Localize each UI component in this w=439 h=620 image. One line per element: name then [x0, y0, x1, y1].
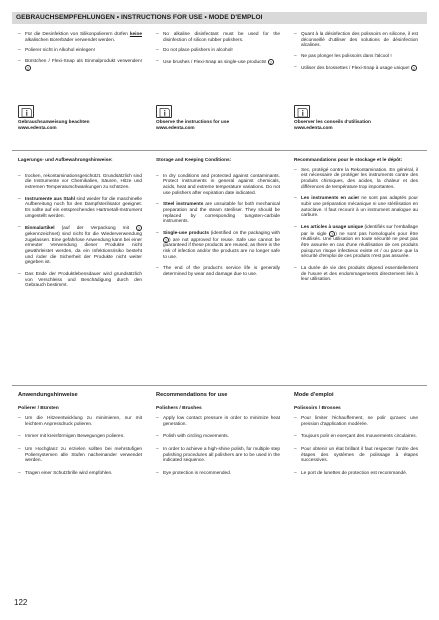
do-not-reuse-icon: 2	[138, 227, 140, 232]
top-notes-fr	[294, 32, 418, 71]
do-not-reuse-icon: 2	[331, 232, 334, 237]
item-text: Das Ende der Produktlebensdauer wird grundsätzlich von Verschleiss und Beschädigung durch den Gebrauch bestimmt.	[25, 271, 142, 289]
bullet-dash: –	[294, 416, 297, 421]
item-text: Utiliser des brossettes / Flexi-Snap à usage unique! 2	[301, 65, 415, 71]
page-header: GEBRAUCHSEMPFEHLUNGEN • INSTRUCTIONS FOR USE • MODE D'EMPLOI	[12, 12, 427, 24]
list-item	[18, 225, 142, 266]
item-text: Bürstchen / Flexi-Snap als Einmalprodukt verwenden! 2	[25, 58, 142, 71]
section-divider	[12, 150, 427, 151]
bullet-dash: –	[294, 265, 297, 271]
list-item	[18, 59, 142, 71]
bullet-dash: –	[18, 416, 21, 421]
use-de	[18, 392, 142, 477]
item-text: Für die Desinfektion von Silikonpolierern dürfen keine alkalischen Borerbäder verwendet werden.	[25, 32, 142, 43]
bullet-dash: –	[156, 266, 159, 272]
bullet-dash: –	[18, 196, 21, 202]
bullet-dash: –	[294, 224, 297, 230]
item-text: In order to achieve a high-shine polish, for multiple step polishing procedures all polishers are to be used in the indicated sequence.	[163, 446, 280, 464]
bullet-dash: –	[294, 434, 297, 440]
bullet-dash: –	[156, 173, 159, 179]
page-number: 122	[14, 598, 28, 607]
bold-text: Les articles à usage unique	[301, 224, 364, 230]
list-item	[294, 225, 418, 260]
list-item	[18, 174, 142, 191]
list-item	[294, 65, 418, 72]
bold-text: keine	[129, 32, 142, 37]
bullet-dash: –	[294, 32, 297, 37]
list-item	[294, 416, 418, 427]
storage-de	[18, 158, 142, 289]
list-item	[156, 434, 280, 440]
item-text: Einmalartikel (auf der Verpackung mit 2 gekennzeichnet) sind nicht für die Wiederverwendung zugelassen. Eine gefahrlose Anwendung kann bei einer erneuter Verwendung dieser Produkte nicht gewährleistet werden, da ein Infektionsrisiko besteht und /oder die Sicherheit der Produkte nicht weiter gegeben ist.	[25, 226, 142, 266]
list-item	[156, 266, 280, 277]
bullet-dash: –	[156, 416, 159, 421]
list-item	[294, 196, 418, 219]
list-item	[156, 174, 280, 197]
list-item	[18, 32, 142, 43]
storage-title: Recommandations pour le stockage et le dépôt:	[294, 158, 403, 163]
list-item	[18, 197, 142, 220]
use-title: Recommendations for use	[156, 392, 228, 398]
list-item	[294, 32, 418, 49]
list-item	[18, 434, 142, 440]
bullet-dash: –	[156, 58, 159, 64]
item-text: Eye protection is recommended.	[163, 470, 232, 476]
use-title: Mode d'emploi	[294, 392, 334, 398]
instructions-info-icon	[156, 105, 172, 118]
list-item	[18, 416, 142, 427]
list-item	[156, 231, 280, 260]
item-text: trocken, rekontaminationsgeschützt. Grundsätzlich sind die Instrumente vor Chemikalien, Säuren, Hitze und extremen Temperaturschwankungen zu schützen.	[25, 173, 142, 190]
item-text: Single-use products (identified on the packaging with 2 ) are not approved for reuse. Safe use cannot be guaranteed if these products are reused, as there is the risk of infection and/or the products are no longer safe to use.	[163, 230, 280, 260]
website: www.edenta.com	[294, 125, 333, 131]
do-not-reuse-icon: 2	[412, 66, 415, 71]
item-text: La durée de vie des produits dépend essentiellement de l'usure et des endommagements directement liés à leur utilisation.	[301, 265, 418, 283]
item-text: Immer mit kreisförmigen Bewegungen polieren.	[25, 434, 125, 440]
bullet-dash: –	[156, 446, 159, 452]
storage-list	[294, 168, 418, 283]
list-item	[156, 202, 280, 225]
bullet-dash: –	[294, 196, 297, 202]
storage-fr	[294, 158, 418, 283]
website: www.edenta.com	[156, 125, 195, 131]
use-subtitle: Polissoirs / Brosses	[294, 406, 341, 411]
bullet-dash: –	[18, 434, 21, 440]
item-text: Steel instruments are unsuitable for both mechanical preparation and the steam steriliser. They should be replaced by corresponding tungsten-carbide instruments.	[163, 202, 281, 225]
bullet-dash: –	[156, 48, 159, 54]
bold-text: Instrumente aus Stahl	[25, 196, 75, 202]
list-item	[18, 48, 142, 54]
instructions-info-icon	[18, 105, 34, 118]
ifu-block-de	[18, 105, 142, 131]
item-text: Do not place polishers in alcohol!	[163, 48, 233, 54]
storage-list	[18, 174, 142, 289]
bullet-dash: –	[156, 202, 159, 208]
instructions-info-icon	[294, 105, 310, 118]
item-text: Quant à la désinfection des polissoirs en silicone, il est déconseillé d'utiliser des solutions de désinfection alcalines.	[301, 32, 418, 49]
list-item	[156, 48, 280, 54]
bullet-dash: –	[18, 470, 21, 476]
list-item	[156, 447, 280, 464]
storage-title: Lagerungs- und Aufbewahrungshinweise:	[18, 158, 113, 163]
bullet-dash: –	[294, 167, 297, 173]
item-text: Um Hochglanz zu erzielen sollten bei mehrstufigen Poliersystemen alle Stufen nacheinander verwendet werden.	[25, 446, 142, 464]
bullet-dash: –	[294, 53, 297, 59]
use-subtitle: Polierer / Bürsten	[18, 406, 59, 411]
ifu-block-fr	[294, 105, 418, 131]
list-item	[294, 434, 418, 440]
storage-en	[156, 158, 280, 278]
bullet-dash: –	[156, 470, 159, 476]
bullet-dash: –	[294, 446, 297, 452]
item-text: Um die Hitzeentwicklung zu minimieren, nur mit leichtem Anpressdruck polieren.	[25, 416, 142, 427]
item-text: Instrumente aus Stahl sind wieder für die maschinelle Aufbereitung noch für den Dampfsterilisator geeignet. Es sollte auf ein entsprechendes Hartmetall-Instrument umgestellt werden.	[25, 196, 142, 219]
list-item	[156, 471, 280, 477]
item-text: Pour limiter l'échauffement, ne polir qu'avec une pression d'application modérée.	[301, 416, 418, 427]
item-text: Ne pas plonger les polissoirs dans l'alcool !	[301, 53, 392, 59]
ifu-text: Observe the instructions for use	[156, 120, 230, 125]
storage-list	[156, 174, 280, 278]
list-item	[294, 266, 418, 283]
use-en	[156, 392, 280, 477]
list-item	[156, 59, 280, 66]
list-item	[294, 54, 418, 60]
item-text: Les instruments en acier ne sont pas adaptés pour subir une préparation mécanique ni une stérilisation en autoclave. Il faut recourir à un instrument analogue au carbure.	[301, 196, 419, 219]
item-text: Les articles à usage unique (identifiés sur l'emballage par le sigle 2 ) ne sont pas homologués pour être réutilisés. Une utilisation en toute sécurité ne peut pas être assurée en cas d'une réutilisation de ces produits puisqu'un risque infectieux existe et / ou parce que la sécurité d'emploi de ces produits n'est pas assurée.	[301, 224, 418, 260]
use-list	[156, 416, 280, 477]
do-not-reuse-icon: 2	[27, 66, 29, 71]
top-notes-en	[156, 32, 280, 66]
bullet-dash: –	[156, 434, 159, 440]
bullet-dash: –	[18, 173, 21, 179]
bullet-dash: –	[156, 32, 159, 37]
list-item	[156, 32, 280, 43]
top-notes-de	[18, 32, 142, 71]
list-item	[156, 416, 280, 427]
bullet-dash: –	[294, 64, 297, 70]
bullet-dash: –	[18, 225, 21, 231]
bold-text: Single-use products	[163, 230, 210, 236]
item-text: The end of the product's service life is generally determined by wear and damage due to use.	[163, 266, 280, 277]
bullet-dash: –	[18, 446, 21, 452]
ifu-text: Gebrauchsanweisung beachten	[18, 120, 90, 125]
list-item	[18, 471, 142, 477]
use-list	[18, 416, 142, 477]
bullet-dash: –	[18, 48, 21, 54]
use-title: Anwendungshinweise	[18, 392, 78, 398]
website: www.edenta.com	[18, 125, 57, 131]
bold-text: Einmalartikel	[25, 226, 55, 232]
bullet-dash: –	[18, 32, 21, 37]
item-text: Sec, protégé contre la Rekontamination. En général, il est nécessaire de protéger les instruments contre des produits chimiques, des acides, la chaleur et des différences de température trop importantes.	[301, 167, 418, 190]
list-item	[294, 471, 418, 477]
bullet-dash: –	[294, 470, 297, 476]
item-text: Toujours polir en exerçant des mouvements circulaires.	[301, 434, 417, 440]
item-text: Use brushes / Flexi-Snap as single-use products! 2	[163, 59, 272, 65]
use-list	[294, 416, 418, 477]
list-item	[18, 272, 142, 289]
item-text: In dry conditions and protected against contaminants. Protect instruments in general against chemicals, acids, heat and extreme temperature variations. Do not use polishers after expiration date indicated.	[163, 173, 280, 196]
list-item	[18, 447, 142, 464]
list-item	[294, 168, 418, 191]
storage-title: Storage and Keeping Conditions:	[156, 158, 232, 163]
bold-text: Les instruments en acier	[301, 196, 360, 202]
ifu-block-en	[156, 105, 280, 131]
list-item	[294, 447, 418, 464]
item-text: No alkaline disinfectant must be used for the disinfection of silicon rubber polishers.	[163, 32, 280, 43]
use-subtitle: Polishers / Brushes	[156, 406, 202, 411]
item-text: Pour obtenir un état brillant il faut respecter l'ordre des étapes des systèmes de polissage à étapes successives.	[301, 446, 418, 464]
use-fr	[294, 392, 418, 477]
item-text: Apply low contact pressure in order to minimize heat generation.	[163, 416, 280, 427]
bold-text: Steel instruments	[163, 202, 204, 208]
do-not-reuse-icon: 2	[165, 238, 167, 243]
bullet-dash: –	[18, 271, 21, 277]
do-not-reuse-icon: 2	[269, 60, 272, 65]
item-text: Polierer nicht in Alkohol einlegen!	[25, 48, 95, 54]
item-text: Le port de lunettes de protection est recommandé.	[301, 470, 408, 476]
item-text: Tragen einer Schutzbrille wird empfohlen.	[25, 470, 113, 476]
item-text: Polish with circling movements.	[163, 434, 229, 440]
bullet-dash: –	[18, 58, 21, 64]
bullet-dash: –	[156, 230, 159, 236]
section-divider	[12, 385, 427, 386]
ifu-text: Observer les conseils d'utilisation	[294, 120, 371, 125]
